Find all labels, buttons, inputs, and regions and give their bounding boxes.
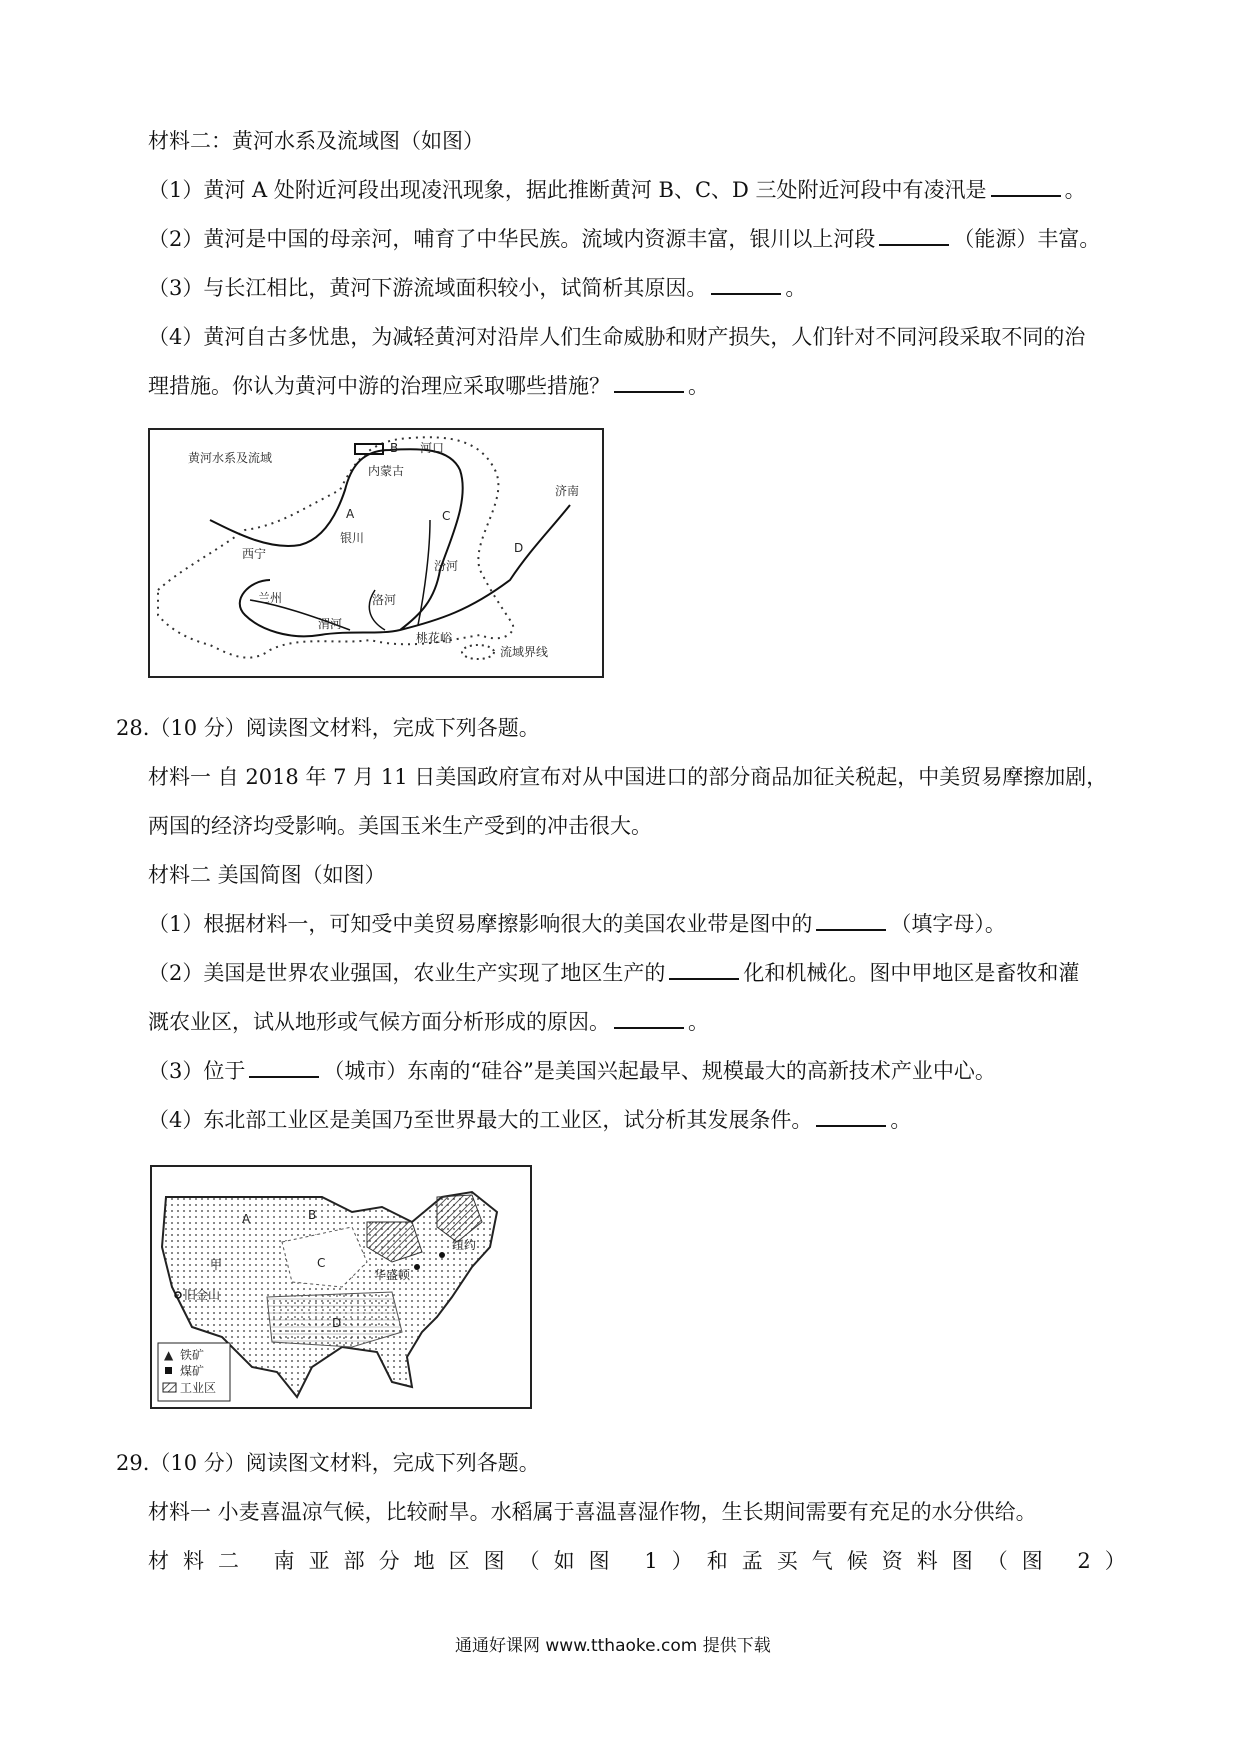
question-27-1 <box>148 175 1086 205</box>
answer-blank[interactable] <box>816 911 886 931</box>
hetao-area <box>355 444 383 454</box>
question-27-4-line2 <box>148 371 709 401</box>
answer-blank[interactable] <box>711 275 781 295</box>
label-jia: 甲 <box>210 1258 223 1272</box>
question-end: （能源）丰富。 <box>953 227 1101 251</box>
label-luohe: 洛河 <box>372 593 397 607</box>
label-weihe: 渭河 <box>318 617 343 631</box>
usa-map <box>150 1165 532 1409</box>
label-washington: 华盛顿 <box>374 1268 411 1282</box>
label-d: D <box>514 541 524 555</box>
answer-blank[interactable] <box>879 226 949 246</box>
material2-title-27: 材料二：黄河水系及流域图（如图） <box>148 129 484 153</box>
question-end: 。 <box>1064 178 1086 202</box>
question-text: （3）位于 <box>148 1059 246 1083</box>
answer-blank[interactable] <box>249 1058 319 1078</box>
legend-boundary-symbol <box>462 645 494 659</box>
question-27-3 <box>148 273 806 303</box>
dc-marker <box>414 1264 420 1270</box>
legend-coal-label: 煤矿 <box>180 1364 205 1378</box>
material2-title-28: 材料二 美国简图（如图） <box>148 863 386 887</box>
question-text: （1）黄河 A 处附近河段出现凌汛现象，据此推断黄河 B、C、D 三处附近河段中有凌汛是 <box>148 178 987 202</box>
question-text: （3）与长江相比，黄河下游流域面积较小，试简析其原因。 <box>148 276 708 300</box>
answer-blank[interactable] <box>614 373 684 393</box>
label-san-francisco: 旧金山 <box>184 1288 221 1302</box>
legend-iron-label: 铁矿 <box>180 1348 205 1362</box>
question-end: （城市）东南的“硅谷”是美国兴起最早、规模最大的高新技术产业中心。 <box>323 1059 996 1083</box>
question-end: 。 <box>688 374 709 398</box>
answer-blank[interactable] <box>991 177 1061 197</box>
label-lanzhou: 兰州 <box>258 591 283 605</box>
question-end: 。 <box>688 1010 709 1034</box>
label-yinchuan: 银川 <box>340 531 365 545</box>
label-jinan: 济南 <box>555 484 580 498</box>
question-28-1 <box>148 909 1006 939</box>
label-b: B <box>390 441 399 455</box>
ny-marker <box>439 1252 445 1258</box>
question-text: （2）美国是世界农业强国，农业生产实现了地区生产的 <box>148 961 666 985</box>
page-footer: 通通好课网 www.tthaoke.com 提供下载 <box>455 1636 771 1656</box>
question-28-header: 28.（10 分）阅读图文材料，完成下列各题。 <box>116 716 540 740</box>
material1-28-line1: 材料一 自 2018 年 7 月 11 日美国政府宣布对从中国进口的部分商品加征关税起，中美贸易摩擦加剧， <box>148 765 1108 789</box>
question-27-4-line1: （4）黄河自古多忧患，为减轻黄河对沿岸人们生命威胁和财产损失，人们针对不同河段采取不同的治 <box>148 325 1086 349</box>
question-text: 理措施。你认为黄河中游的治理应采取哪些措施？ <box>148 374 610 398</box>
label-b: B <box>308 1208 317 1222</box>
label-c: C <box>317 1256 326 1270</box>
question-text: （1）根据材料一，可知受中美贸易摩擦影响很大的美国农业带是图中的 <box>148 912 813 936</box>
material1-28-line2: 两国的经济均受影响。美国玉米生产受到的冲击很大。 <box>148 814 652 838</box>
label-new-york: 纽约 <box>452 1238 477 1252</box>
question-28-2-line2 <box>148 1007 709 1037</box>
label-c: C <box>442 509 451 523</box>
legend-iron-symbol: ▲ <box>164 1348 174 1362</box>
label-a: A <box>242 1212 251 1226</box>
answer-blank[interactable] <box>669 960 739 980</box>
label-fenhe: 汾河 <box>434 559 459 573</box>
question-27-2 <box>148 224 1100 254</box>
question-text-cont: 化和机械化。图中甲地区是畜牧和灌 <box>743 961 1080 985</box>
legend-industrial-symbol <box>163 1383 176 1392</box>
question-end: 。 <box>890 1108 912 1132</box>
label-hekou: 河口 <box>420 441 445 455</box>
question-end: （填字母）。 <box>890 912 1006 936</box>
label-d: D <box>332 1316 342 1330</box>
answer-blank[interactable] <box>816 1107 886 1127</box>
legend-boundary-label: 流域界线 <box>500 645 549 659</box>
yellow-river-map <box>148 428 604 678</box>
label-a: A <box>346 507 355 521</box>
question-text: （4）东北部工业区是美国乃至世界最大的工业区，试分析其发展条件。 <box>148 1108 813 1132</box>
answer-blank[interactable] <box>614 1009 684 1029</box>
question-text: （2）黄河是中国的母亲河，哺育了中华民族。流域内资源丰富，银川以上河段 <box>148 227 876 251</box>
question-28-4 <box>148 1105 911 1135</box>
legend-industrial-label: 工业区 <box>180 1381 217 1395</box>
question-28-3 <box>148 1056 996 1086</box>
material2-29: 材料二 南亚部分地区图（如图 1）和孟买气候资料图（图 2） <box>148 1549 1140 1573</box>
question-28-2-line1 <box>148 958 1079 988</box>
question-text: 溉农业区，试从地形或气候方面分析形成的原因。 <box>148 1010 610 1034</box>
label-taohuayu: 桃花峪 <box>416 631 453 645</box>
question-end: 。 <box>785 276 807 300</box>
label-inner-mongolia: 内蒙古 <box>368 464 405 478</box>
label-xining: 西宁 <box>242 547 267 561</box>
legend-coal-symbol <box>165 1367 172 1374</box>
question-29-header: 29.（10 分）阅读图文材料，完成下列各题。 <box>116 1451 540 1475</box>
material1-29: 材料一 小麦喜温凉气候，比较耐旱。水稻属于喜温喜湿作物，生长期间需要有充足的水分供给。 <box>148 1500 1037 1524</box>
map-title: 黄河水系及流域 <box>188 451 273 465</box>
